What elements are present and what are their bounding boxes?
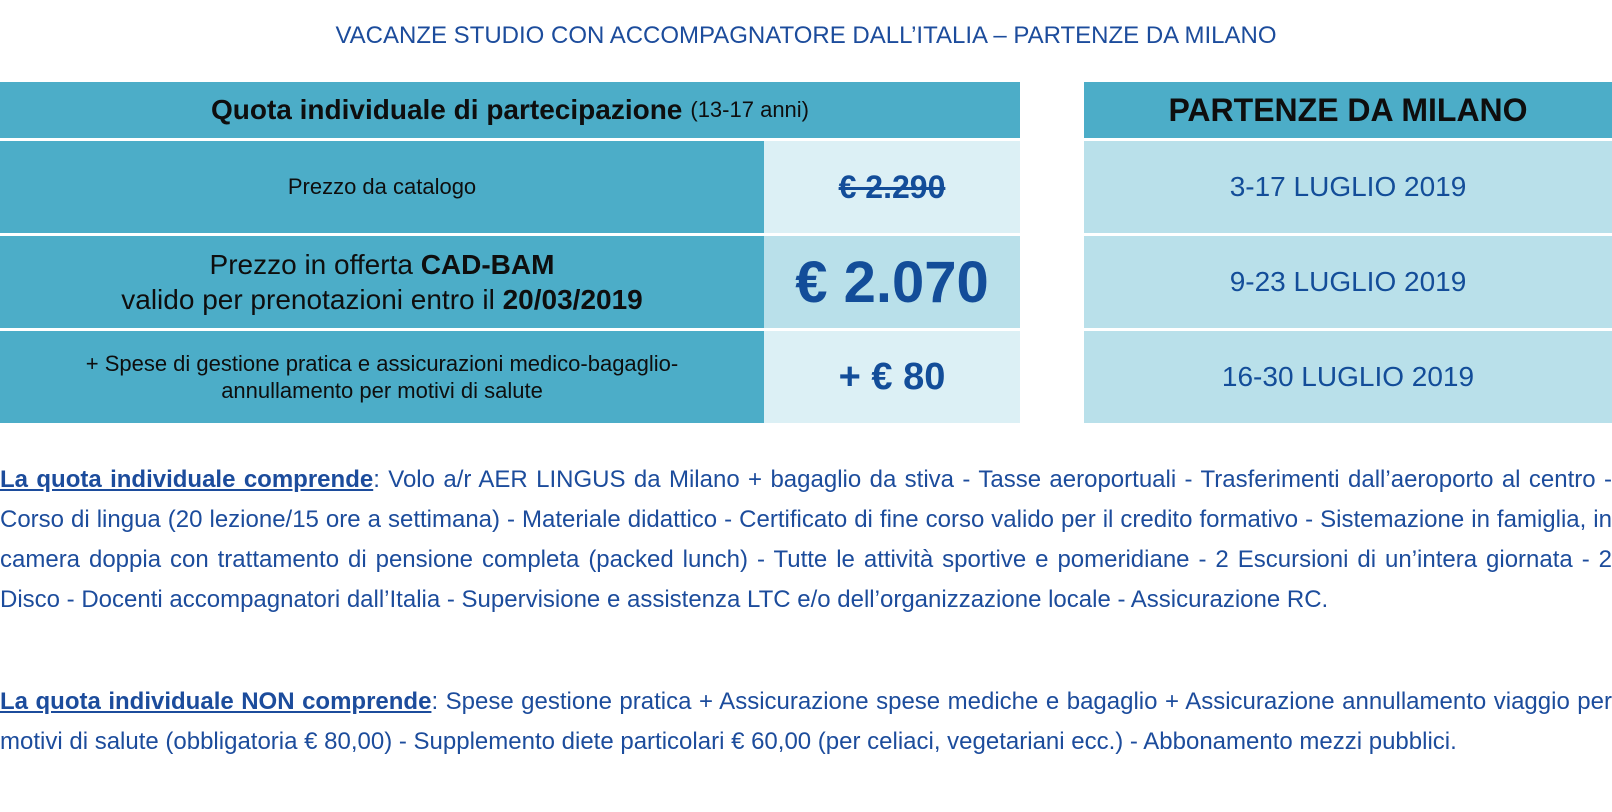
offer-price: € 2.070 [795,249,989,315]
offer-code: CAD-BAM [420,249,555,280]
fees-label [0,331,764,423]
offer-label-text: Prezzo in offerta [209,249,413,280]
departure-date: 16-30 LUGLIO 2019 [1084,331,1612,423]
offer-label-line-1 [210,247,555,282]
not-included-lead: La quota individuale NON comprende [0,688,432,715]
offer-price-label [0,236,764,328]
departure-date: 3-17 LUGLIO 2019 [1084,141,1612,233]
departure-date: 9-23 LUGLIO 2019 [1084,236,1612,328]
offer-price-cell [764,236,1020,328]
not-included-text: : Spese gestione pratica + Assicurazione spese mediche e bagaglio + Assicurazione annullamento viaggio per motivi di salute (obbligatoria € 80,00) - Supplemento diete particolari € 60,00 (per celiaci, vegetariani ecc.) - Abbonamento mezzi pubblici. [0,688,1612,755]
offer-deadline: 20/03/2019 [502,284,643,315]
included-lead: La quota individuale comprende [0,466,374,493]
fees-label-line-2: annullamento per motivi di salute [221,378,543,403]
price-header-age: (13-17 anni) [690,97,810,122]
departures-table [1084,82,1612,423]
fees-price-cell [764,331,1020,423]
catalog-price-cell [764,141,1020,233]
catalog-price-label: Prezzo da catalogo [0,141,764,233]
price-table [0,82,1020,423]
fees-price: + € 80 [838,355,946,398]
departures-header: PARTENZE DA MILANO [1084,82,1612,138]
offer-validity-text: valido per prenotazioni entro il [121,284,495,315]
offer-label-line-2 [121,282,642,317]
fees-label-line-1: + Spese di gestione pratica e assicurazioni medico-bagaglio- [85,350,679,376]
page-title: VACANZE STUDIO CON ACCOMPAGNATORE DALL’ITALIA – PARTENZE DA MILANO [335,22,1277,49]
price-table-header [0,82,1020,138]
not-included-paragraph [0,682,1612,762]
included-text: : Volo a/r AER LINGUS da Milano + bagaglio da stiva - Tasse aeroportuali - Trasferimenti dall’aeroporto al centro - Corso di lingua (20 lezione/15 ore a settimana) - Materiale didattico - Certificato di fine corso valido per il credito formativo - Sistemazione in famiglia, in camera doppia con trattamento di pensione completa (packed lunch) - Tutte le attività sportive e pomeridiane - 2 Escursioni di un’intera giornata - 2 Disco - Docenti accompagnatori dall’Italia - Supervisione e assistenza LTC e/o dell’organizzazione locale - Assicurazione RC. [0,466,1612,613]
included-paragraph [0,460,1612,620]
catalog-price: € 2.290 [838,168,946,205]
price-header-main: Quota individuale di partecipazione [210,94,683,125]
